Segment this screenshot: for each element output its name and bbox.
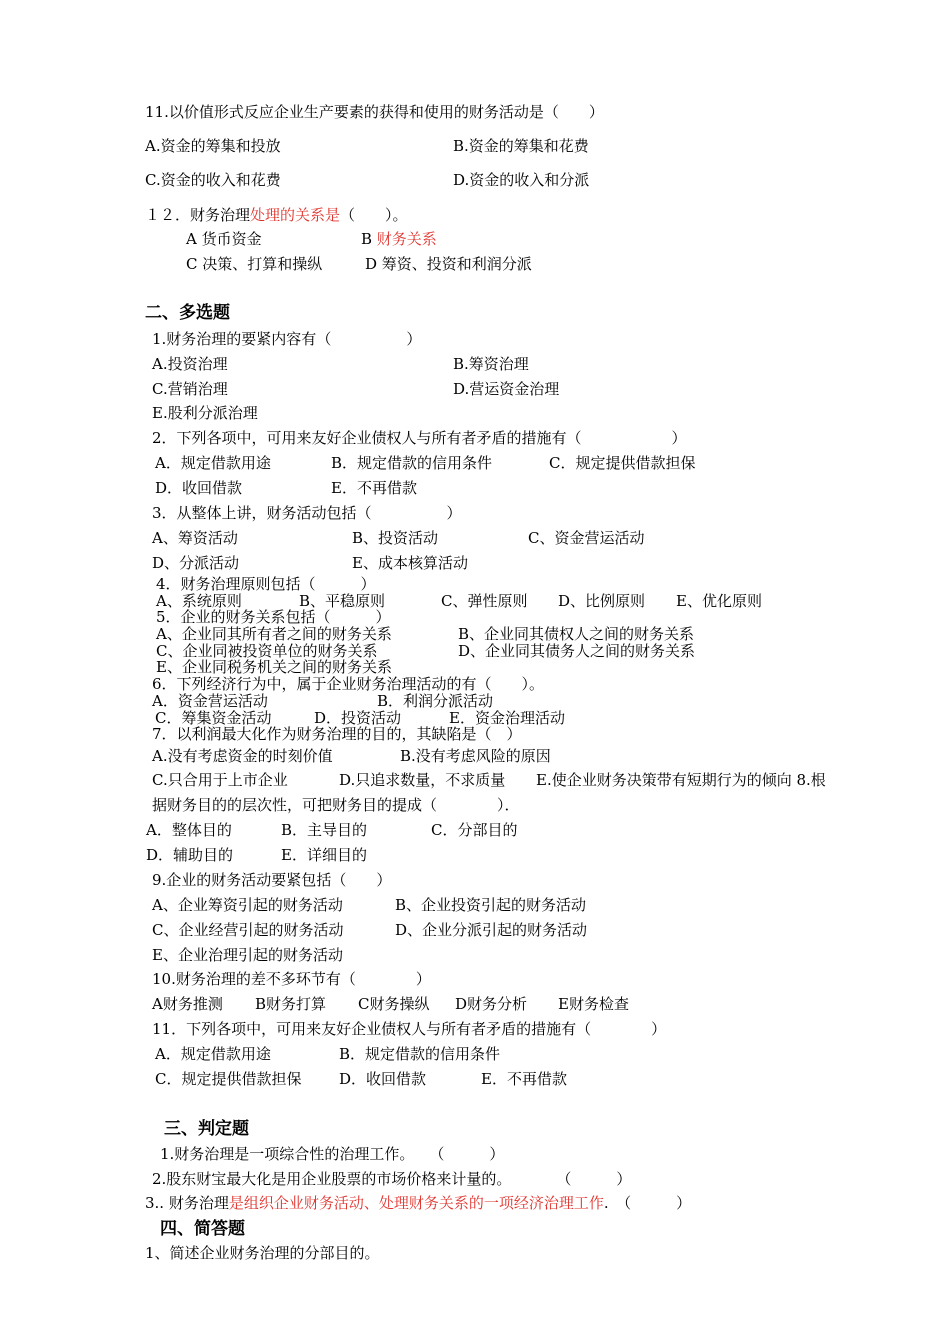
m5-option-b: B、企业同其债权人之间的财务关系 <box>458 625 695 643</box>
m9-stem: 9.企业的财务活动要紧包括（ ） <box>152 871 392 889</box>
short-answer-1: 1、简述企业财务治理的分部目的。 <box>145 1244 380 1262</box>
m9-option-b: B、企业投资引起的财务活动 <box>395 896 587 914</box>
m11-option-a: A．规定借款用途 <box>155 1045 271 1063</box>
q12-stem-suffix: （ ）。 <box>340 206 408 224</box>
q12-option-b-highlight: 财务关系 <box>376 230 437 248</box>
m7-stem: 7．以利润最大化作为财务治理的目的，其缺陷是（ ） <box>152 725 522 743</box>
m1-option-a: A.投资治理 <box>152 355 228 373</box>
m9-option-e: E、企业治理引起的财务活动 <box>152 946 343 964</box>
q11-option-a: A.资金的筹集和投放 <box>145 137 281 155</box>
q11-option-d: D.资金的收入和分派 <box>453 171 590 189</box>
m9-option-d: D、企业分派引起的财务活动 <box>395 921 588 939</box>
m6-option-a: A．资金营运活动 <box>152 692 268 710</box>
m8-option-a: A．整体目的 <box>146 821 232 839</box>
judge-3 <box>145 1194 691 1212</box>
m11-option-b: B．规定借款的信用条件 <box>339 1045 501 1063</box>
m11-stem: 11．下列各项中，可用来友好企业债权人与所有者矛盾的措施有（ ） <box>152 1020 667 1038</box>
m3-option-e: E、成本核算活动 <box>352 554 468 572</box>
judge-3-highlight: 是组织企业财务活动、处理财务关系的一项经济治理工作 <box>228 1194 604 1212</box>
q12-option-b <box>361 230 437 248</box>
m6-option-b: B．利润分派活动 <box>377 692 494 710</box>
m3-option-a: A、筹资活动 <box>152 529 238 547</box>
m1-stem: 1.财务治理的要紧内容有（ ） <box>152 330 422 348</box>
m1-option-b: B.筹资治理 <box>453 355 529 373</box>
m1-option-c: C.营销治理 <box>152 380 228 398</box>
judge-2: 2.股东财宝最大化是用企业股票的市场价格来计量的。 （ ） <box>152 1170 632 1188</box>
judge-3-prefix: 3.. 财务治理 <box>145 1194 229 1212</box>
m7-option-c: C.只合用于上市企业 <box>152 771 288 789</box>
m6-stem: 6．下列经济行为中，属于企业财务治理活动的有（ ）。 <box>152 675 545 693</box>
judge-3-suffix: . （ ） <box>603 1194 692 1212</box>
m2-stem: 2．下列各项中，可用来友好企业债权人与所有者矛盾的措施有（ ） <box>152 429 687 447</box>
m9-option-a: A、企业筹资引起的财务活动 <box>152 896 343 914</box>
m8-option-b: B．主导目的 <box>281 821 368 839</box>
m7-option-e: E.使企业财务决策带有短期行为的倾向 8.根 <box>536 771 826 789</box>
m2-option-b: B．规定借款的信用条件 <box>331 454 493 472</box>
m5-stem: 5．企业的财务关系包括（ ） <box>156 608 391 626</box>
section-3-heading: 三、判定题 <box>164 1119 249 1139</box>
m8-option-c: C．分部目的 <box>431 821 518 839</box>
m8-stem: 据财务目的的层次性，可把财务目的提成（ ）． <box>152 796 520 814</box>
m4-option-a: A、系统原则 <box>156 592 242 610</box>
m5-option-d: D、企业同其债务人之间的财务关系 <box>458 642 696 660</box>
q11-option-b: B.资金的筹集和花费 <box>453 137 589 155</box>
m1-option-d: D.营运资金治理 <box>453 380 560 398</box>
m10-option-a: A财务推测 <box>152 995 223 1013</box>
m2-option-c: C．规定提供借款担保 <box>549 454 696 472</box>
m3-option-c: C、资金营运活动 <box>528 529 645 547</box>
m2-option-a: A．规定借款用途 <box>155 454 271 472</box>
m1-option-e: E.股利分派治理 <box>152 404 258 422</box>
m2-option-d: D．收回借款 <box>155 479 243 497</box>
m10-option-d: D财务分析 <box>455 995 528 1013</box>
m4-option-c: C、弹性原则 <box>441 592 528 610</box>
m10-option-e: E财务检查 <box>558 995 629 1013</box>
q12-stem-highlight: 处理的关系是 <box>250 206 341 224</box>
q12-stem <box>145 206 408 224</box>
m3-option-b: B、投资活动 <box>352 529 439 547</box>
m6-option-d: D．投资活动 <box>314 709 402 727</box>
m10-option-c: C财务操纵 <box>358 995 430 1013</box>
m11-option-c: C．规定提供借款担保 <box>155 1070 302 1088</box>
q11-stem: 11.以价值形式反应企业生产要素的获得和使用的财务活动是（ ） <box>145 103 604 121</box>
m4-option-b: B、平稳原则 <box>299 592 386 610</box>
section-2-heading: 二、多选题 <box>145 303 230 323</box>
m7-option-d: D.只追求数量，不求质量 <box>339 771 506 789</box>
m3-stem: 3．从整体上讲，财务活动包括（ ） <box>152 504 462 522</box>
m10-option-b: B财务打算 <box>255 995 327 1013</box>
m6-option-e: E．资金治理活动 <box>449 709 565 727</box>
m10-stem: 10.财务治理的差不多环节有（ ） <box>152 970 431 988</box>
q12-option-a: A 货币资金 <box>186 230 262 248</box>
m7-option-a: A.没有考虑资金的时刻价值 <box>152 747 333 765</box>
m6-option-c: C．筹集资金活动 <box>155 709 272 727</box>
m5-option-a: A、企业同其所有者之间的财务关系 <box>156 625 392 643</box>
q12-option-b-letter: B <box>361 230 377 248</box>
m4-option-e: E、优化原则 <box>676 592 762 610</box>
m7-option-b: B.没有考虑风险的原因 <box>400 747 551 765</box>
m8-option-d: D．辅助目的 <box>146 846 234 864</box>
section-4-heading: 四、简答题 <box>160 1219 245 1239</box>
judge-1: 1.财务治理是一项综合性的治理工作。 （ ） <box>160 1145 505 1163</box>
m4-stem: 4．财务治理原则包括（ ） <box>156 575 376 593</box>
m3-option-d: D、分派活动 <box>152 554 240 572</box>
m2-option-e: E．不再借款 <box>331 479 417 497</box>
q12-option-d: D 筹资、投资和利润分派 <box>365 255 532 273</box>
m5-option-c: C、企业同被投资单位的财务关系 <box>156 642 378 660</box>
m4-option-d: D、比例原则 <box>558 592 646 610</box>
q12-option-c: C 决策、打算和操纵 <box>186 255 323 273</box>
m5-option-e: E、企业同税务机关之间的财务关系 <box>156 658 392 676</box>
m11-option-d: D．收回借款 <box>339 1070 427 1088</box>
m11-option-e: E．不再借款 <box>481 1070 567 1088</box>
q11-option-c: C.资金的收入和花费 <box>145 171 281 189</box>
q12-stem-prefix: １２．财务治理 <box>145 206 251 224</box>
m8-option-e: E．详细目的 <box>281 846 367 864</box>
m9-option-c: C、企业经营引起的财务活动 <box>152 921 344 939</box>
